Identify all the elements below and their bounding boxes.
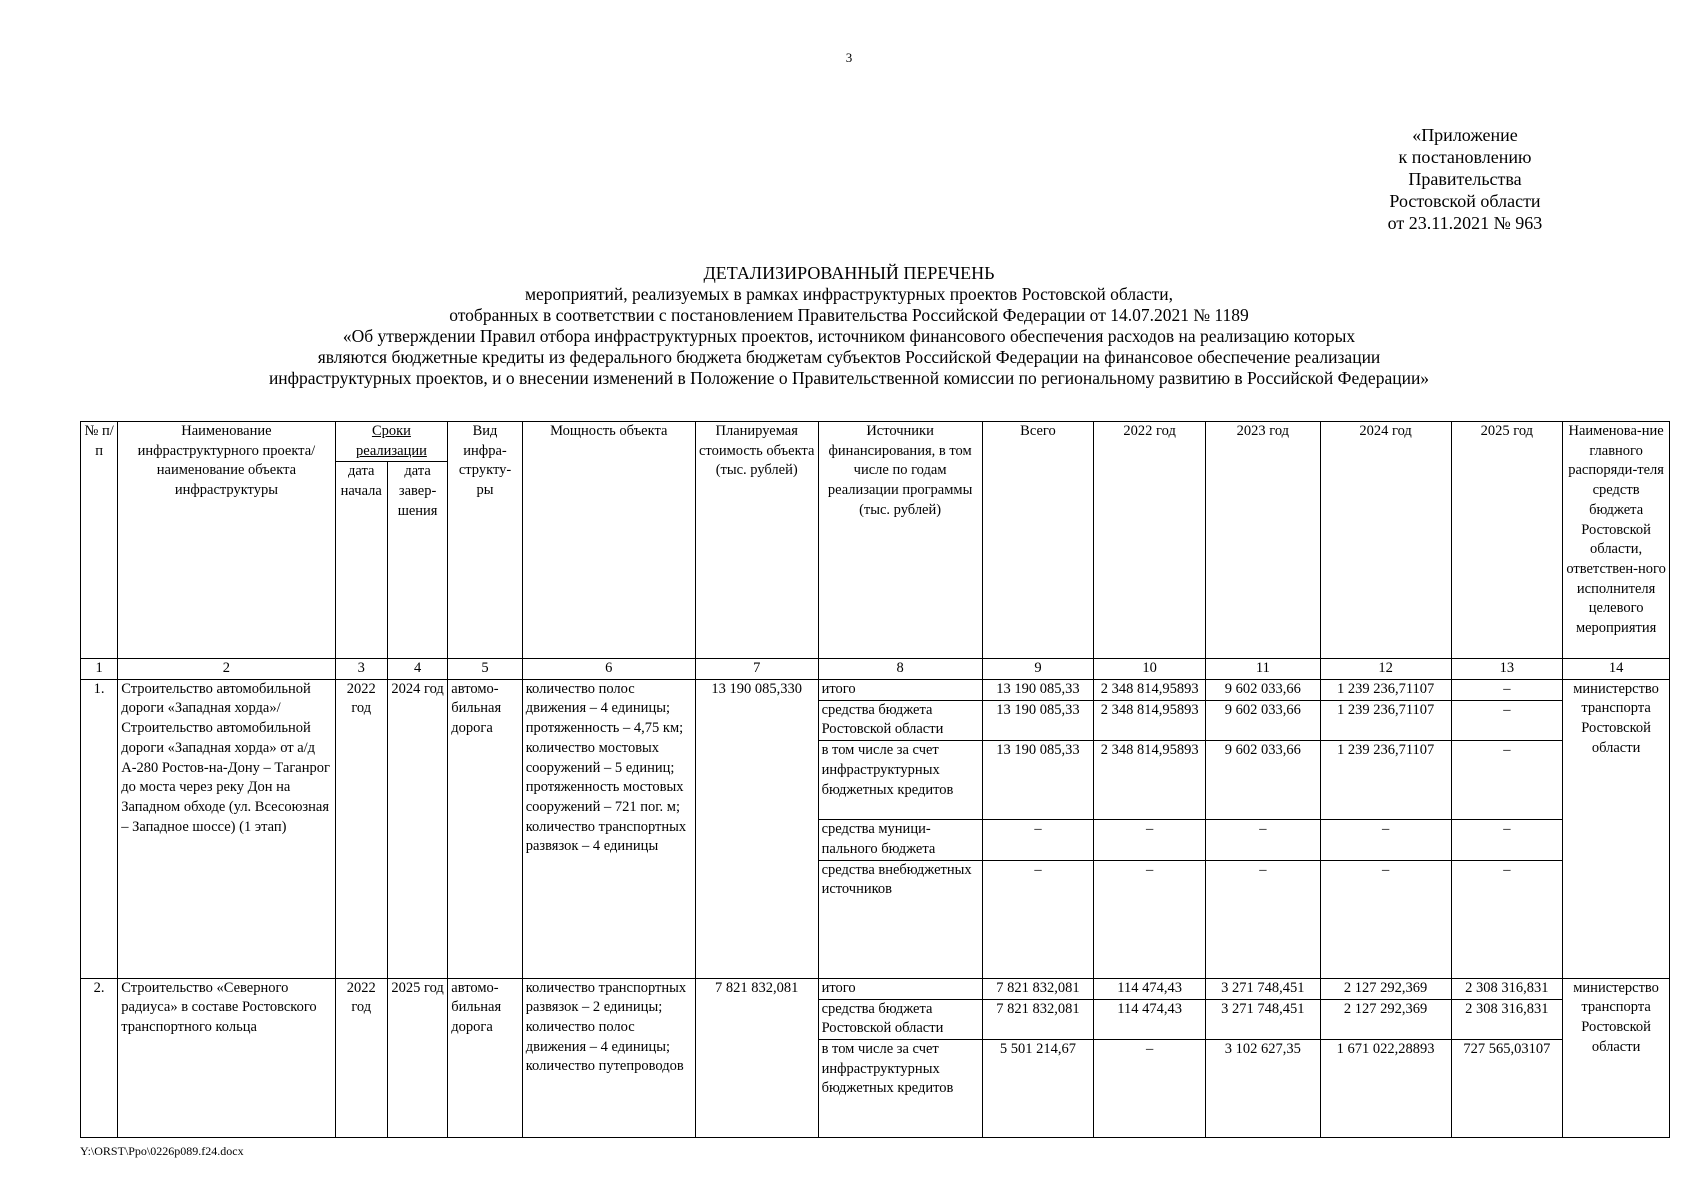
year-2024-cell: 2 127 292,369 bbox=[1320, 999, 1451, 1039]
header-sources: Источники финансирования, в том числе по годам реализации программы (тыс. рублей) bbox=[818, 422, 982, 659]
total-cell: 13 190 085,33 bbox=[982, 741, 1094, 820]
col-number: 3 bbox=[335, 659, 387, 680]
source-cell: средства муници-пального бюджета bbox=[818, 820, 982, 860]
total-cell: 13 190 085,33 bbox=[982, 679, 1094, 700]
year-2024-cell: 1 239 236,71107 bbox=[1320, 679, 1451, 700]
source-cell: средства бюджета Ростовской области bbox=[818, 700, 982, 740]
project-start: 2022 год bbox=[335, 978, 387, 1137]
year-2024-cell: – bbox=[1320, 860, 1451, 978]
year-2025-cell: – bbox=[1451, 741, 1563, 820]
year-2023-cell: 9 602 033,66 bbox=[1205, 741, 1320, 820]
total-cell: 7 821 832,081 bbox=[982, 999, 1094, 1039]
total-cell: – bbox=[982, 860, 1094, 978]
year-2023-cell: 3 271 748,451 bbox=[1205, 999, 1320, 1039]
projects-table bbox=[80, 421, 1670, 1138]
source-cell: средства бюджета Ростовской области bbox=[818, 999, 982, 1039]
header-end: дата завер-шения bbox=[387, 462, 447, 659]
year-2025-cell: – bbox=[1451, 860, 1563, 978]
project-capacity: количество полос движения – 4 единицы; протяженность – 4,75 км; количество мостовых сооружений – 5 единиц; протяженность мостовых сооружений – 721 пог. м; количество транспортных развязок – 4 единицы bbox=[522, 679, 695, 978]
total-cell: 5 501 214,67 bbox=[982, 1039, 1094, 1137]
year-2025-cell: – bbox=[1451, 700, 1563, 740]
header-terms bbox=[335, 422, 448, 462]
project-name: Строительство «Северного радиуса» в составе Ростовского транспортного кольца bbox=[118, 978, 335, 1137]
total-cell: 7 821 832,081 bbox=[982, 978, 1094, 999]
header-cost: Планируемая стоимость объекта (тыс. рублей) bbox=[695, 422, 818, 659]
year-2023-cell: 9 602 033,66 bbox=[1205, 700, 1320, 740]
appendix-line: к постановлению bbox=[1398, 147, 1532, 167]
source-cell: итого bbox=[818, 978, 982, 999]
source-cell: в том числе за счет инфраструктурных бюджетных кредитов bbox=[818, 741, 982, 820]
col-number: 8 bbox=[818, 659, 982, 680]
header-2023: 2023 год bbox=[1205, 422, 1320, 659]
appendix-line: Правительства bbox=[1408, 169, 1522, 189]
year-2024-cell: 2 127 292,369 bbox=[1320, 978, 1451, 999]
year-2022-cell: 114 474,43 bbox=[1094, 999, 1206, 1039]
project-name: Строительство автомобильной дороги «Западная хорда»/ Строительство автомобильной дороги «Западная хорда» от а/д А-280 Ростов-на-Дону – Таганрог до моста через реку Дон на Западном обходе (ул. Всесоюзная – Западное шоссе) (1 этап) bbox=[118, 679, 335, 978]
table-row bbox=[81, 978, 1670, 999]
year-2024-cell: – bbox=[1320, 820, 1451, 860]
col-number: 4 bbox=[387, 659, 447, 680]
header-type: Вид инфра-структу-ры bbox=[448, 422, 522, 659]
year-2023-cell: – bbox=[1205, 860, 1320, 978]
year-2025-cell: – bbox=[1451, 820, 1563, 860]
year-2022-cell: 2 348 814,95893 bbox=[1094, 700, 1206, 740]
source-cell: средства внебюджетных источников bbox=[818, 860, 982, 978]
col-number: 6 bbox=[522, 659, 695, 680]
col-number: 2 bbox=[118, 659, 335, 680]
header-name: Наименование инфраструктурного проекта/наименование объекта инфраструктуры bbox=[118, 422, 335, 659]
col-number: 13 bbox=[1451, 659, 1563, 680]
table-row bbox=[81, 679, 1670, 700]
document-title-block bbox=[100, 262, 1598, 389]
header-manager: Наименова-ние главного распоряди-теля средств бюджета Ростовской области, ответствен-ного исполнителя целевого мероприятия bbox=[1563, 422, 1670, 659]
appendix-block bbox=[1340, 124, 1590, 234]
header-2022: 2022 год bbox=[1094, 422, 1206, 659]
year-2022-cell: 2 348 814,95893 bbox=[1094, 679, 1206, 700]
project-manager: министерство транспорта Ростовской области bbox=[1563, 679, 1670, 978]
year-2025-cell: 727 565,03107 bbox=[1451, 1039, 1563, 1137]
year-2025-cell: 2 308 316,831 bbox=[1451, 999, 1563, 1039]
col-number: 9 bbox=[982, 659, 1094, 680]
header-row bbox=[81, 422, 1670, 462]
subtitle-line: являются бюджетные кредиты из федерального бюджета бюджетам субъектов Российской Федерации на финансовое обеспечение реализации bbox=[317, 347, 1381, 367]
year-2023-cell: – bbox=[1205, 820, 1320, 860]
project-num: 1. bbox=[81, 679, 118, 978]
year-2024-cell: 1 239 236,71107 bbox=[1320, 700, 1451, 740]
source-cell: итого bbox=[818, 679, 982, 700]
year-2024-cell: 1 239 236,71107 bbox=[1320, 741, 1451, 820]
subtitle-line: мероприятий, реализуемых в рамках инфраструктурных проектов Ростовской области, bbox=[524, 284, 1174, 304]
page-number: 3 bbox=[845, 50, 853, 65]
project-manager: министерство транспорта Ростовской области bbox=[1563, 978, 1670, 1137]
project-type: автомо-бильная дорога bbox=[448, 679, 522, 978]
subtitle-line: «Об утверждении Правил отбора инфраструктурных проектов, источником финансового обеспечения расходов на реализацию которых bbox=[342, 326, 1356, 346]
year-2025-cell: 2 308 316,831 bbox=[1451, 978, 1563, 999]
project-end: 2024 год bbox=[387, 679, 447, 978]
year-2022-cell: 114 474,43 bbox=[1094, 978, 1206, 999]
project-start: 2022 год bbox=[335, 679, 387, 978]
appendix-line: Ростовской области bbox=[1389, 191, 1541, 211]
col-number: 7 bbox=[695, 659, 818, 680]
appendix-line: «Приложение bbox=[1412, 125, 1518, 145]
col-number: 14 bbox=[1563, 659, 1670, 680]
subtitle-line: отобранных в соответствии с постановлением Правительства Российской Федерации от 14.07.2021 № 1189 bbox=[449, 305, 1249, 325]
source-cell: в том числе за счет инфраструктурных бюджетных кредитов bbox=[818, 1039, 982, 1137]
col-number: 11 bbox=[1205, 659, 1320, 680]
year-2024-cell: 1 671 022,28893 bbox=[1320, 1039, 1451, 1137]
project-cost: 7 821 832,081 bbox=[695, 978, 818, 1137]
total-cell: – bbox=[982, 820, 1094, 860]
col-number: 10 bbox=[1094, 659, 1206, 680]
col-number: 12 bbox=[1320, 659, 1451, 680]
header-num: № п/п bbox=[81, 422, 118, 659]
project-end: 2025 год bbox=[387, 978, 447, 1137]
year-2022-cell: – bbox=[1094, 820, 1206, 860]
header-start: дата начала bbox=[335, 462, 387, 659]
project-num: 2. bbox=[81, 978, 118, 1137]
document-title: ДЕТАЛИЗИРОВАННЫЙ ПЕРЕЧЕНЬ bbox=[703, 263, 995, 283]
total-cell: 13 190 085,33 bbox=[982, 700, 1094, 740]
header-total: Всего bbox=[982, 422, 1094, 659]
column-numbers-row bbox=[81, 659, 1670, 680]
header-2024: 2024 год bbox=[1320, 422, 1451, 659]
year-2023-cell: 9 602 033,66 bbox=[1205, 679, 1320, 700]
header-terms-label: Сроки реализации bbox=[355, 423, 427, 459]
year-2022-cell: – bbox=[1094, 860, 1206, 978]
year-2022-cell: – bbox=[1094, 1039, 1206, 1137]
col-number: 5 bbox=[448, 659, 522, 680]
header-2025: 2025 год bbox=[1451, 422, 1563, 659]
appendix-line: от 23.11.2021 № 963 bbox=[1387, 213, 1543, 233]
col-number: 1 bbox=[81, 659, 118, 680]
year-2023-cell: 3 271 748,451 bbox=[1205, 978, 1320, 999]
file-path-footer: Y:\ORST\Ppo\0226p089.f24.docx bbox=[80, 1144, 244, 1158]
project-capacity: количество транспортных развязок – 2 единицы; количество полос движения – 4 единицы; количество путепроводов bbox=[522, 978, 695, 1137]
year-2023-cell: 3 102 627,35 bbox=[1205, 1039, 1320, 1137]
header-capacity: Мощность объекта bbox=[522, 422, 695, 659]
project-cost: 13 190 085,330 bbox=[695, 679, 818, 978]
subtitle-line: инфраструктурных проектов, и о внесении изменений в Положение о Правительственной комиссии по региональному развитию в Российской Федерации» bbox=[268, 368, 1430, 388]
year-2025-cell: – bbox=[1451, 679, 1563, 700]
year-2022-cell: 2 348 814,95893 bbox=[1094, 741, 1206, 820]
project-type: автомо-бильная дорога bbox=[448, 978, 522, 1137]
